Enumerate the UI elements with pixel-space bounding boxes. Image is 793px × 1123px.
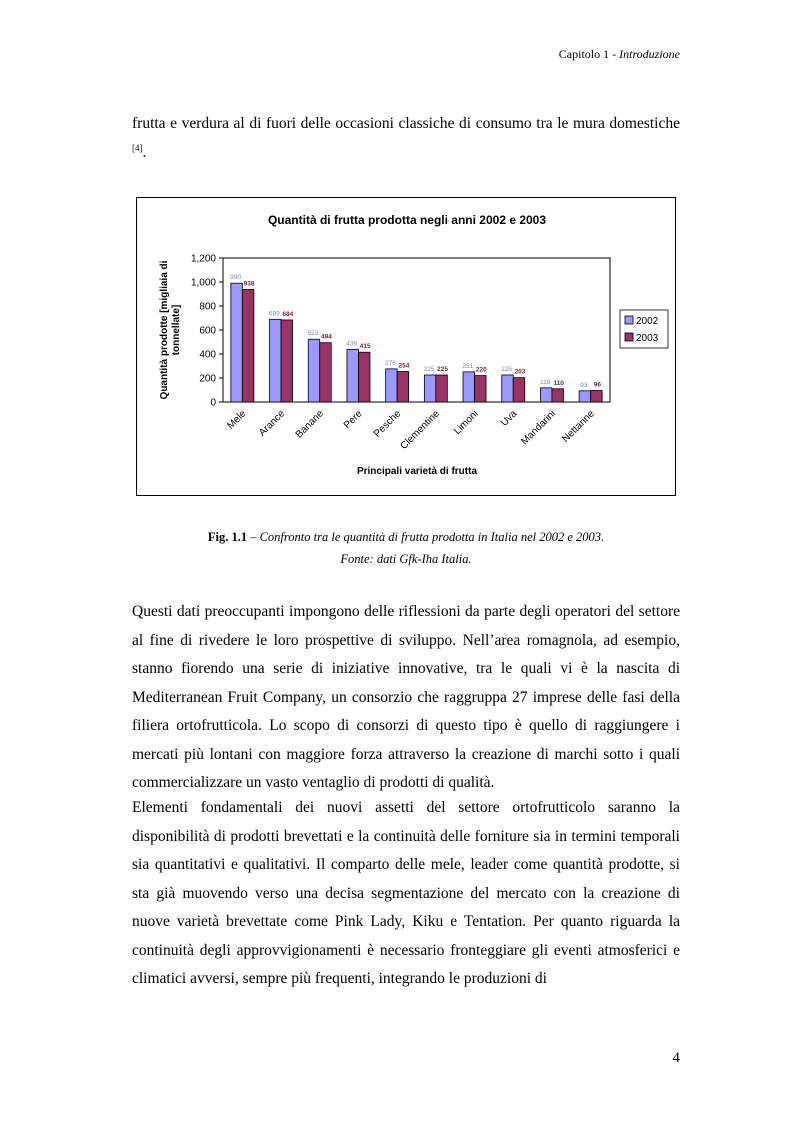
- bar-2002: [502, 375, 514, 402]
- data-label-2003: 415: [359, 343, 371, 351]
- data-label-2002: 276: [384, 359, 396, 367]
- bar-2002: [579, 391, 591, 402]
- bar-2002: [463, 372, 475, 402]
- data-label-2002: 118: [540, 378, 551, 386]
- x-tick-label: Limoni: [452, 408, 481, 437]
- chart-title: Quantità di frutta prodotta negli anni 2002 e 2003: [267, 213, 547, 227]
- data-label-2003: 254: [398, 362, 410, 370]
- x-tick-label: Banane: [293, 408, 326, 441]
- legend-swatch-2002: [625, 316, 633, 324]
- bar-2003: [320, 343, 332, 402]
- data-label-2002: 251: [462, 362, 474, 370]
- bar-2002: [231, 283, 243, 402]
- x-tick-label: Mele: [225, 408, 249, 432]
- bar-2003: [397, 372, 409, 402]
- data-label-2003: 96: [593, 381, 602, 389]
- reference-mark: [4]: [132, 142, 143, 153]
- caption-text: Confronto tra le quantità di frutta prodotta in Italia nel 2002 e 2003.: [259, 530, 605, 544]
- legend-swatch-2003: [625, 333, 633, 341]
- data-label-2002: 523: [307, 330, 319, 338]
- paragraph-intro-end: .: [142, 143, 147, 161]
- y-tick-label: 1,000: [190, 277, 216, 289]
- paragraph-intro-text: frutta e verdura al di fuori delle occasioni classiche di consumo tra le mura domestiche: [132, 115, 680, 132]
- data-label-2003: 684: [282, 310, 294, 318]
- y-tick-label: 800: [199, 301, 216, 313]
- bar-chart: [137, 198, 677, 497]
- y-axis-label-line: Quantità prodotte [migliaia di: [159, 260, 170, 400]
- y-tick-label: 400: [199, 349, 216, 361]
- bar-2003: [242, 289, 254, 402]
- legend-label-2002: 2002: [636, 316, 659, 327]
- bar-2003: [475, 376, 487, 402]
- x-axis-label: Principali varietà di frutta: [356, 466, 478, 477]
- bar-2003: [513, 378, 525, 402]
- y-axis-label-line: tonnellate]: [171, 304, 182, 356]
- running-header: [559, 47, 680, 62]
- bar-2002: [270, 319, 282, 402]
- bar-2003: [436, 375, 448, 402]
- x-tick-label: Uva: [499, 408, 520, 429]
- page-number: 4: [672, 1050, 680, 1066]
- y-tick-label: 1,200: [190, 253, 216, 265]
- bar-2002: [308, 339, 320, 402]
- data-label-2003: 110: [553, 379, 564, 387]
- x-tick-label: Nettarine: [560, 408, 597, 445]
- data-label-2002: 225: [501, 366, 512, 373]
- data-label-2002: 990: [230, 274, 242, 282]
- data-label-2002: 93: [580, 381, 588, 389]
- y-tick-label: 600: [199, 325, 216, 337]
- bar-2003: [552, 389, 564, 402]
- chapter-label: Capitolo 1 -: [558, 47, 620, 61]
- figure-caption: [132, 530, 680, 545]
- bar-2003: [281, 320, 293, 402]
- data-label-2003: 220: [475, 366, 487, 374]
- y-axis-label: [159, 260, 182, 399]
- data-label-2002: 225: [423, 366, 435, 373]
- y-tick-label: 200: [199, 373, 216, 385]
- x-tick-label: Pesche: [371, 408, 404, 440]
- data-label-2003: 225: [437, 366, 449, 373]
- chart-figure: [136, 197, 676, 496]
- legend-label-2003: 2003: [636, 333, 659, 344]
- figure-source: Fonte: dati Gfk-Iha Italia.: [340, 552, 472, 566]
- x-tick-label: Pere: [341, 408, 365, 432]
- paragraph-body-1: Questi dati preoccupanti impongono delle riflessioni da parte degli operatori del settore al fine di rivedere le loro prospettive di sviluppo. Nell’area romagnola, ad esempio, stanno fiorendo una serie di iniziative innovative, tra le quali vi è la nascita di Mediterranean Fruit Company, un consorzio che raggruppa 27 imprese delle fasi della filiera ortofrutticola. Lo scopo di consorzi di questo tipo è quello di raggiungere i mercati più lontani con maggiore forza attraverso la creazione di marchi sotto i quali commercializzare un vasto ventaglio di prodotti di qualità.: [132, 603, 680, 791]
- bar-2002: [347, 349, 359, 402]
- bar-2002: [386, 369, 398, 402]
- caption-dash: –: [247, 530, 260, 544]
- bar-2003: [358, 352, 370, 402]
- data-label-2003: 938: [243, 280, 255, 288]
- bar-2003: [591, 390, 603, 402]
- paragraph-intro: [132, 110, 680, 167]
- section-label: Introduzione: [619, 47, 680, 61]
- x-tick-label: Arance: [256, 408, 288, 439]
- bar-2002: [540, 388, 552, 402]
- data-label-2003: 494: [321, 333, 332, 341]
- data-label-2003: 203: [514, 368, 526, 376]
- x-tick-label: Mandarini: [519, 408, 559, 448]
- data-label-2002: 689: [268, 310, 280, 318]
- paragraph-body-2: Elementi fondamentali dei nuovi assetti del settore ortofrutticolo saranno la disponibilità di prodotti brevettati e la continuità delle forniture sia in termini temporali sia quantitativi e qualitativi. Il comparto delle mele, leader come quantità prodotte, si sta già muovendo verso una decisa segmentazione del mercato con la creazione di nuove varietà brevettate come Pink Lady, Kiku e Tentation. Per quanto riguarda la continuità degli approvvigionamenti è necessario fronteggiare gli eventi atmosferici e climatici avversi, sempre più frequenti, integrando le produzioni di: [132, 799, 680, 987]
- figure-label: Fig. 1.1: [207, 530, 248, 544]
- data-label-2002: 439: [346, 340, 358, 348]
- y-tick-label: 0: [210, 397, 216, 409]
- bar-2002: [424, 375, 436, 402]
- x-tick-label: Clementine: [398, 408, 442, 452]
